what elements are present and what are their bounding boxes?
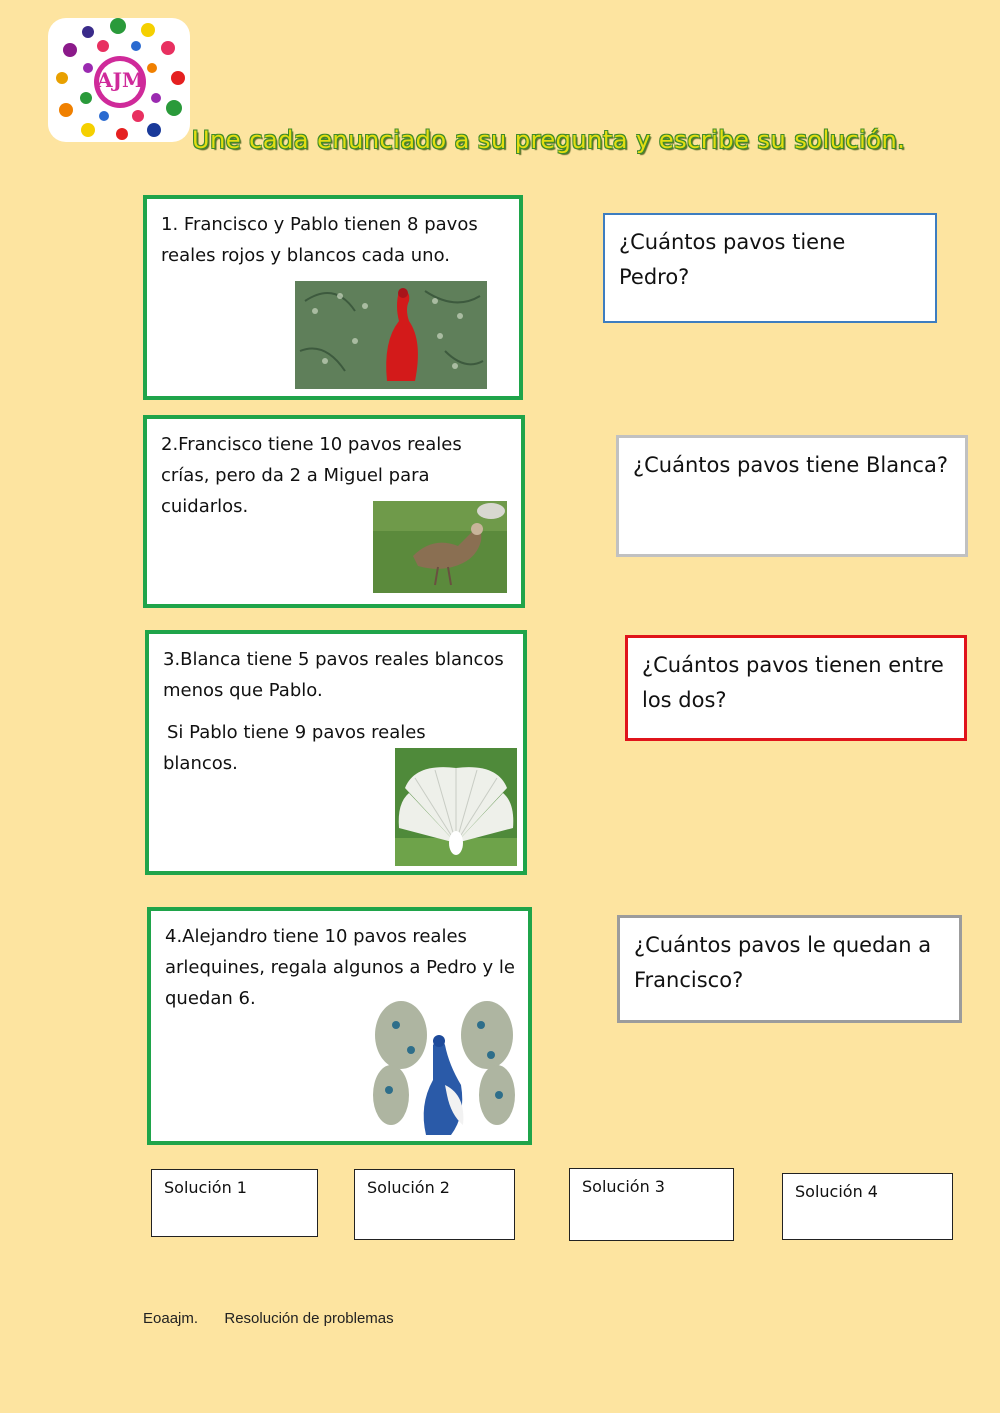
statement-text: 3.Blanca tiene 5 pavos reales blancos menos que Pablo. [163, 649, 504, 701]
footer-topic: Resolución de problemas [224, 1310, 394, 1327]
solution-box-2[interactable]: Solución 2 [354, 1169, 515, 1240]
question-card-3[interactable]: ¿Cuántos pavos tienen entre los dos? [625, 635, 967, 741]
statement-card-2[interactable] [143, 415, 525, 608]
solution-box-4[interactable]: Solución 4 [782, 1173, 953, 1240]
statement-card-4[interactable] [147, 907, 532, 1145]
solution-box-1[interactable]: Solución 1 [151, 1169, 318, 1237]
footer [143, 1310, 394, 1327]
peachick-image [373, 501, 507, 593]
white-peacock-image [395, 748, 517, 866]
red-peacock-image [295, 281, 487, 389]
solution-box-3[interactable]: Solución 3 [569, 1168, 734, 1241]
statement-text-2: Si Pablo tiene 9 pavos reales blancos. [163, 722, 426, 774]
question-card-2[interactable]: ¿Cuántos pavos tiene Blanca? [616, 435, 968, 557]
logo-text: AJM [97, 68, 145, 92]
statement-text: 1. Francisco y Pablo tienen 8 pavos reales rojos y blancos cada uno. [161, 214, 478, 266]
statement-text: 2.Francisco tiene 10 pavos reales crías, pero da 2 a Miguel para cuidarlos. [161, 434, 462, 517]
question-card-1[interactable]: ¿Cuántos pavos tiene Pedro? [603, 213, 937, 323]
page-title: Une cada enunciado a su pregunta y escribe su solución. [192, 126, 906, 154]
question-card-4[interactable]: ¿Cuántos pavos le quedan a Francisco? [617, 915, 962, 1023]
footer-author: Eoaajm. [143, 1310, 199, 1327]
statement-text: 4.Alejandro tiene 10 pavos reales arlequines, regala algunos a Pedro y le quedan 6. [165, 926, 515, 1009]
statement-card-1[interactable] [143, 195, 523, 400]
harlequin-peacock-image [371, 995, 517, 1141]
logo [48, 18, 190, 142]
statement-card-3[interactable] [145, 630, 527, 875]
